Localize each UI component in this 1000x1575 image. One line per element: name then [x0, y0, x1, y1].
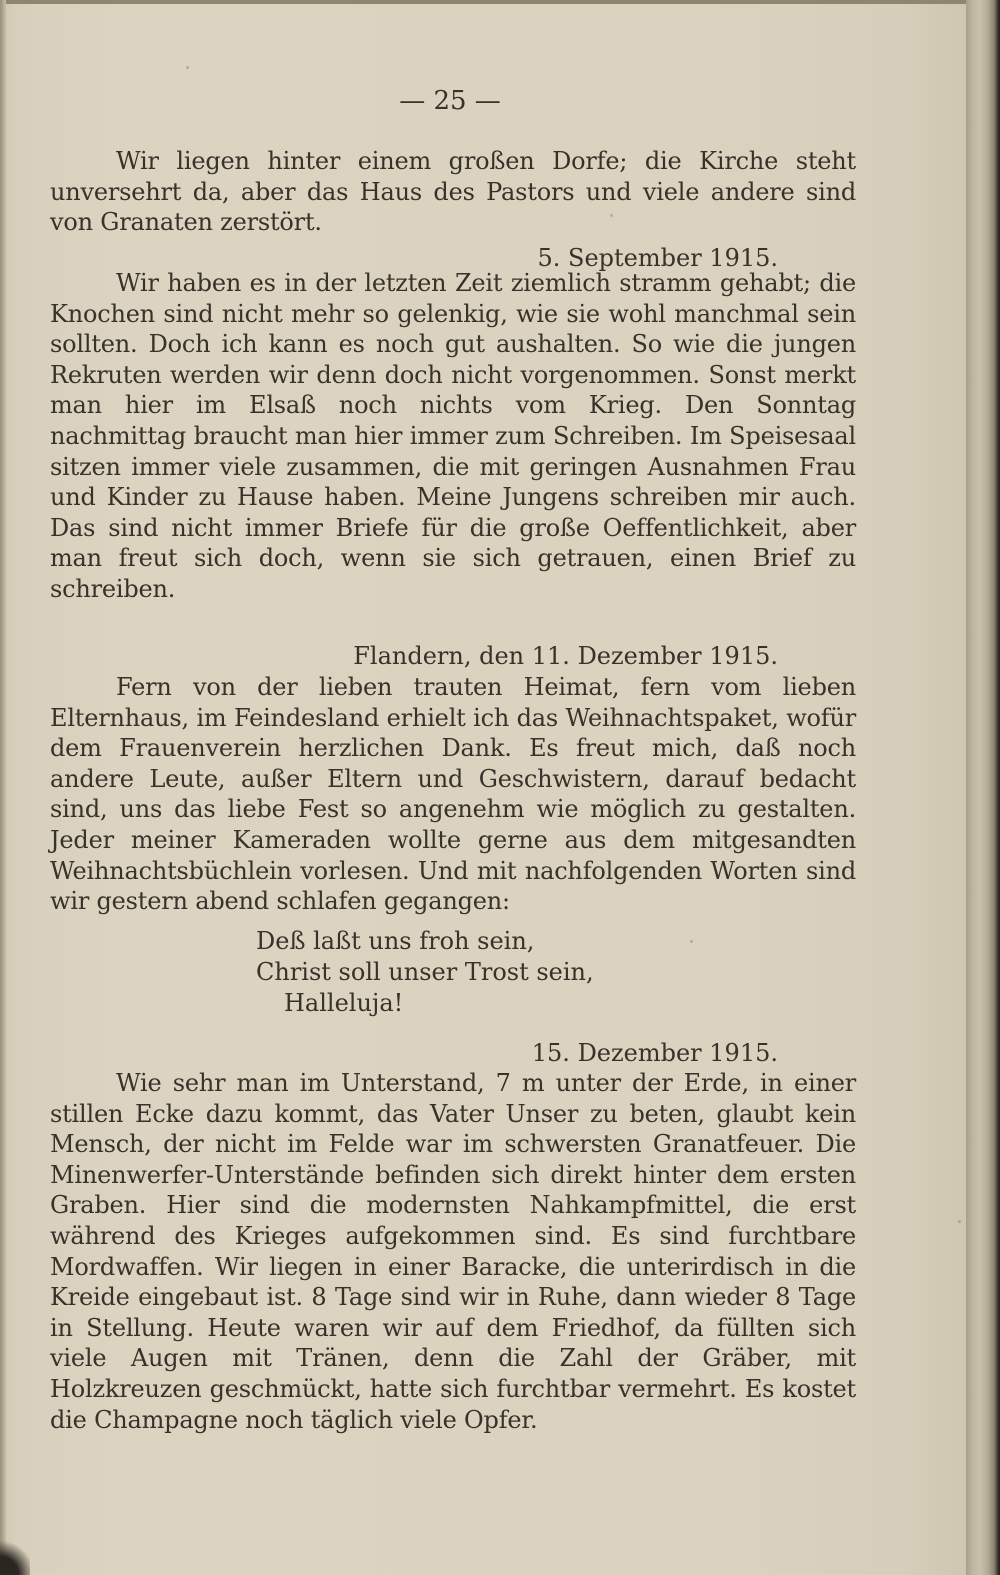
entry-paragraph-dec-15: Wie sehr man im Unterstand, 7 m unter der Erde, in einer stillen Ecke dazu kommt, das Vater Unser zu beten, glaubt kein Mensch, der nicht im Felde war im schwersten Granatfeuer. Die Minenwerfer-Unterstände befinden sich direkt hinter dem ersten Graben. Hier sind die modernsten Nahkampfmittel, die erst während des Krieges aufgekommen sind. Es sind furchtbare Mordwaffen. Wir liegen in einer Baracke, die unterirdisch in die Kreide eingebaut ist. 8 Tage sind wir in Ruhe, dann wieder 8 Tage in Stellung. Heute waren wir auf dem Friedhof, da füllten sich viele Augen mit Tränen, denn die Zahl der Gräber, mit Holzkreuzen geschmückt, hatte sich furchtbar vermehrt. Es kostet die Champagne noch täglich viele Opfer.	[50, 1069, 856, 1434]
entry-paragraph-continuation: Wir liegen hinter einem großen Dorfe; die Kirche steht unversehrt da, aber das Haus des Pastors und viele andere sind von Granaten zerstört.	[50, 147, 856, 237]
entry-paragraph-sept-5: Wir haben es in der letzten Zeit ziemlich stramm gehabt; die Knochen sind nicht mehr so gelenkig, wie sie wohl manchmal sein sollten. Doch ich kann es noch gut aushalten. So wie die jungen Rekruten werden wir denn doch nicht vorgenommen. Sonst merkt man hier im Elsaß noch nichts vom Krieg. Den Sonntag nachmittag braucht man hier immer zum Schreiben. Im Speisesaal sitzen immer viele zusammen, die mit geringen Ausnahmen Frau und Kinder zu Hause haben. Meine Jungens schreiben mir auch. Das sind nicht immer Briefe für die große Oeffentlichkeit, aber man freut sich doch, wenn sie sich getrauen, einen Brief zu schreiben.	[50, 269, 856, 603]
paper-speck	[958, 1220, 961, 1223]
entry-dateline-dec-11: Flandern, den 11. Dezember 1915.	[353, 642, 778, 670]
verse-line-3: Halleluja!	[284, 989, 404, 1017]
page-number: — 25 —	[399, 86, 501, 116]
paper-speck	[186, 66, 189, 69]
verse-line-2: Christ soll unser Trost sein,	[256, 958, 594, 986]
entry-dateline-sept-5: 5. September 1915.	[537, 244, 778, 272]
entry-paragraph-dec-11: Fern von der lieben trauten Heimat, fern vom lieben Elternhaus, im Feindesland erhielt ich das Weihnachtspaket, wofür dem Frauenverein herzlichen Dank. Es freut mich, daß noch andere Leute, außer Eltern und Geschwistern, darauf bedacht sind, uns das liebe Fest so angenehm wie möglich zu gestalten. Jeder meiner Kameraden wollte gerne aus dem mitgesandten Weihnachtsbüchlein vorlesen. Und mit nachfolgenden Worten sind wir gestern abend schlafen gegangen:	[50, 673, 856, 916]
page-binding-edge	[966, 0, 1000, 1575]
page-left-edge	[0, 0, 6, 1575]
scan-shadow	[0, 1540, 30, 1575]
entry-dateline-dec-15: 15. Dezember 1915.	[531, 1039, 778, 1067]
page-top-edge	[0, 0, 1000, 4]
verse-block	[256, 926, 594, 1019]
paper-speck	[690, 940, 693, 943]
verse-line-1: Deß laßt uns froh sein,	[256, 927, 535, 955]
